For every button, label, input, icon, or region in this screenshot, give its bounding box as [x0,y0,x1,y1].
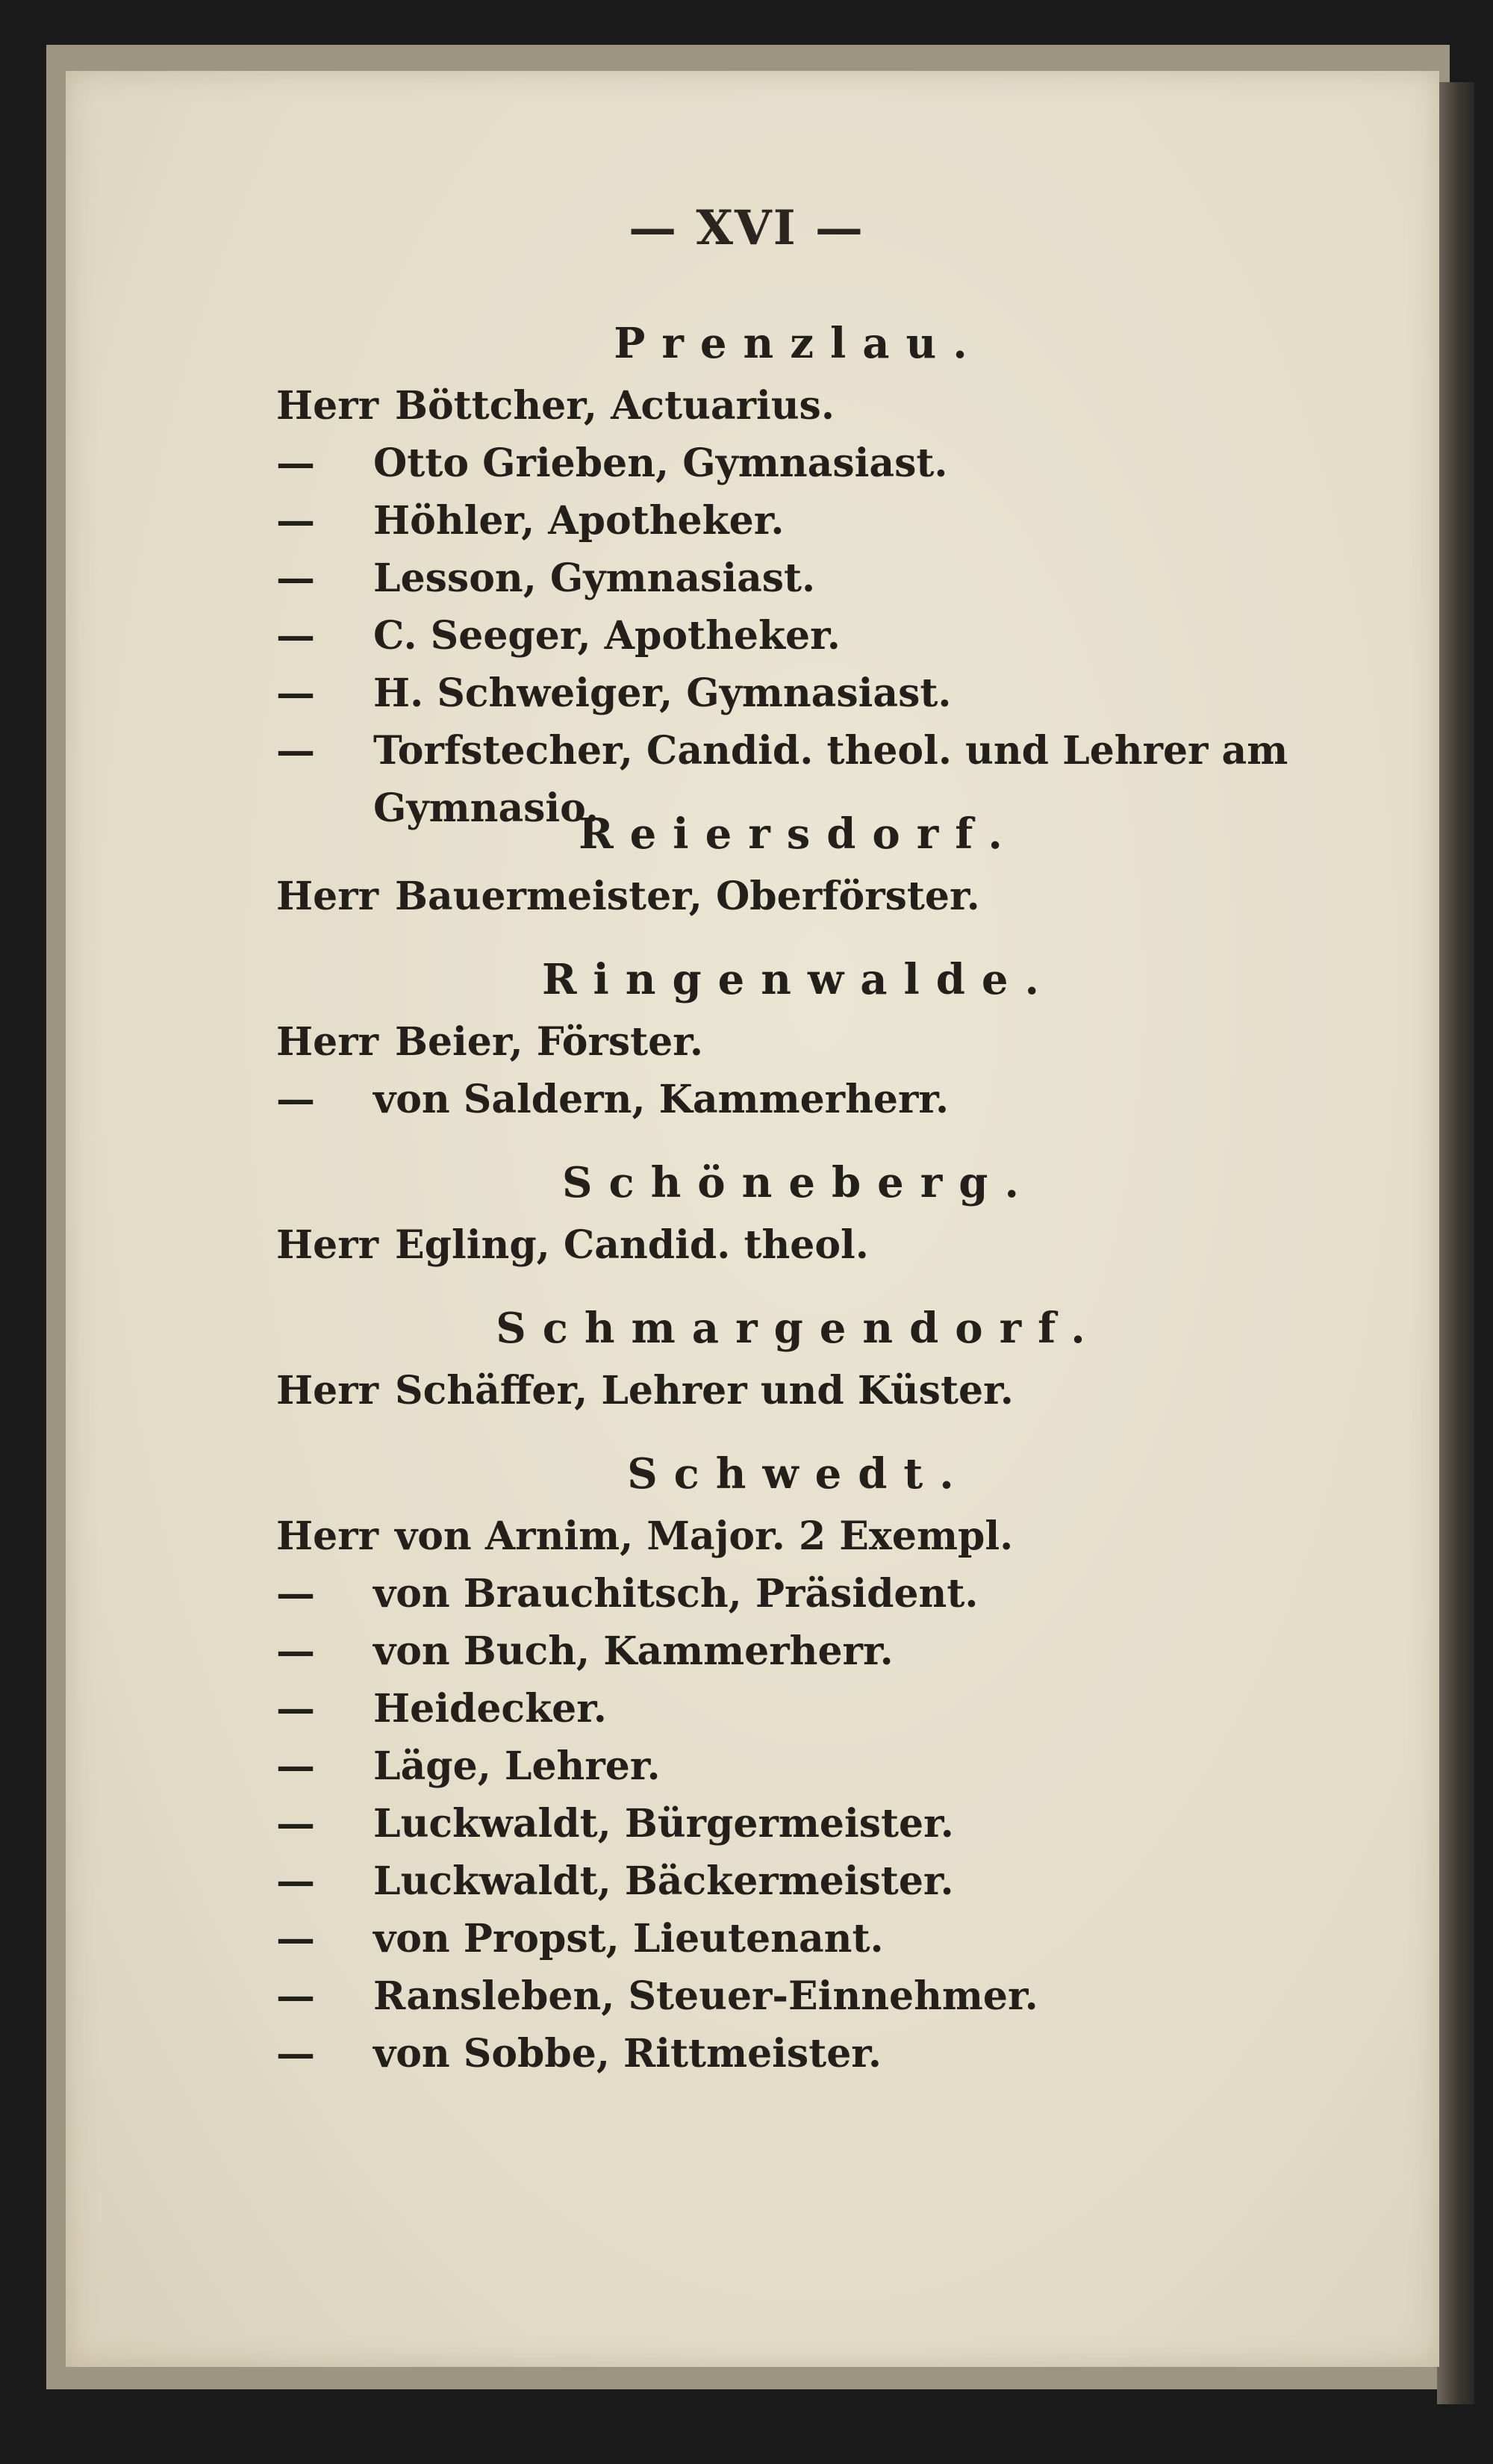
entry-prefix: — [276,1628,315,1674]
list-entry [276,1508,1321,1565]
entry-prefix: Herr [276,1222,379,1268]
entry-text: von Saldern, Kammerherr. [373,1077,950,1122]
subscriber-list [276,310,1321,2082]
entry-text: von Buch, Kammerherr. [373,1628,894,1674]
list-entry [276,1013,1321,1071]
entry-prefix: — [276,1743,315,1789]
section-title: Schmargendorf. [496,1304,1102,1353]
entry-prefix: — [276,556,315,601]
entry-text: Luckwaldt, Bäckermeister. [373,1858,954,1904]
entry-prefix: Herr [276,1019,379,1065]
entry-prefix: Herr [276,383,379,429]
entry-prefix: — [276,498,315,544]
entry-prefix: — [276,2031,315,2076]
entry-prefix: — [276,1858,315,1904]
list-entry [276,492,1321,550]
list-entry [276,868,1321,925]
entry-text: von Propst, Lieutenant. [373,1916,884,1961]
entry-prefix: — [276,671,315,716]
entry-prefix: Herr [276,874,379,919]
list-entry [276,1623,1321,1680]
section-title: Schöneberg. [562,1158,1035,1207]
book-page-edge [1437,82,1474,2404]
list-entry [276,1737,1321,1795]
entry-text: Böttcher, Actuarius. [395,383,835,429]
list-entry [276,607,1321,665]
list-entry [276,1852,1321,1910]
list-entry [276,2025,1321,2082]
entry-text: Ransleben, Steuer-Einnehmer. [373,1973,1038,2019]
entry-prefix: — [276,1077,315,1122]
list-entry [276,1071,1321,1128]
entry-prefix: — [276,1571,315,1617]
section-title: Reiersdorf. [579,809,1019,859]
entry-text: Beier, Förster. [395,1019,703,1065]
section-title: Ringenwalde. [541,955,1056,1004]
list-entry [276,1795,1321,1852]
entry-text: von Arnim, Major. 2 Exempl. [395,1513,1014,1559]
section-schmargendorf [276,1295,1321,1419]
list-entry [276,377,1321,435]
entry-prefix: — [276,1973,315,2019]
entry-text: C. Seeger, Apotheker. [373,613,841,659]
entry-text: Läge, Lehrer. [373,1743,661,1789]
entry-prefix: — [276,613,315,659]
list-entry [276,1910,1321,1967]
entry-text: Höhler, Apotheker. [373,498,785,544]
entry-text: Torfstecher, Candid. theol. und Lehrer am Gymnasio. [373,728,1288,831]
list-entry [276,1362,1321,1419]
section-ringenwalde [276,946,1321,1128]
list-entry [276,1216,1321,1274]
entry-prefix: — [276,728,315,774]
entry-text: Luckwaldt, Bürgermeister. [373,1801,954,1847]
entry-text: Schäffer, Lehrer und Küster. [395,1368,1014,1413]
entry-text: Egling, Candid. theol. [395,1222,869,1268]
entry-prefix: — [276,1801,315,1847]
list-entry [276,722,1321,831]
entry-prefix: Herr [276,1368,379,1413]
section-prenzlau [276,310,1321,831]
entry-text: H. Schweiger, Gymnasiast. [373,671,952,716]
entry-text: von Sobbe, Rittmeister. [373,2031,882,2076]
list-entry [276,1680,1321,1737]
list-entry [276,435,1321,492]
entry-prefix: — [276,441,315,486]
list-entry [276,665,1321,722]
entry-prefix: — [276,1686,315,1732]
page-number: — XVI — [629,200,864,256]
section-title: Schwedt. [627,1449,970,1499]
section-schwedt [276,1440,1321,2082]
section-schoeneberg [276,1149,1321,1274]
entry-prefix: Herr [276,1513,379,1559]
list-entry [276,1565,1321,1623]
entry-text: Otto Grieben, Gymnasiast. [373,441,948,486]
entry-text: Heidecker. [373,1686,607,1732]
section-title: Prenzlau. [614,319,984,368]
entry-text: Bauermeister, Oberförster. [395,874,980,919]
list-entry [276,550,1321,607]
entry-prefix: — [276,1916,315,1961]
entry-text: von Brauchitsch, Präsident. [373,1571,979,1617]
list-entry [276,1967,1321,2025]
entry-text: Lesson, Gymnasiast. [373,556,816,601]
